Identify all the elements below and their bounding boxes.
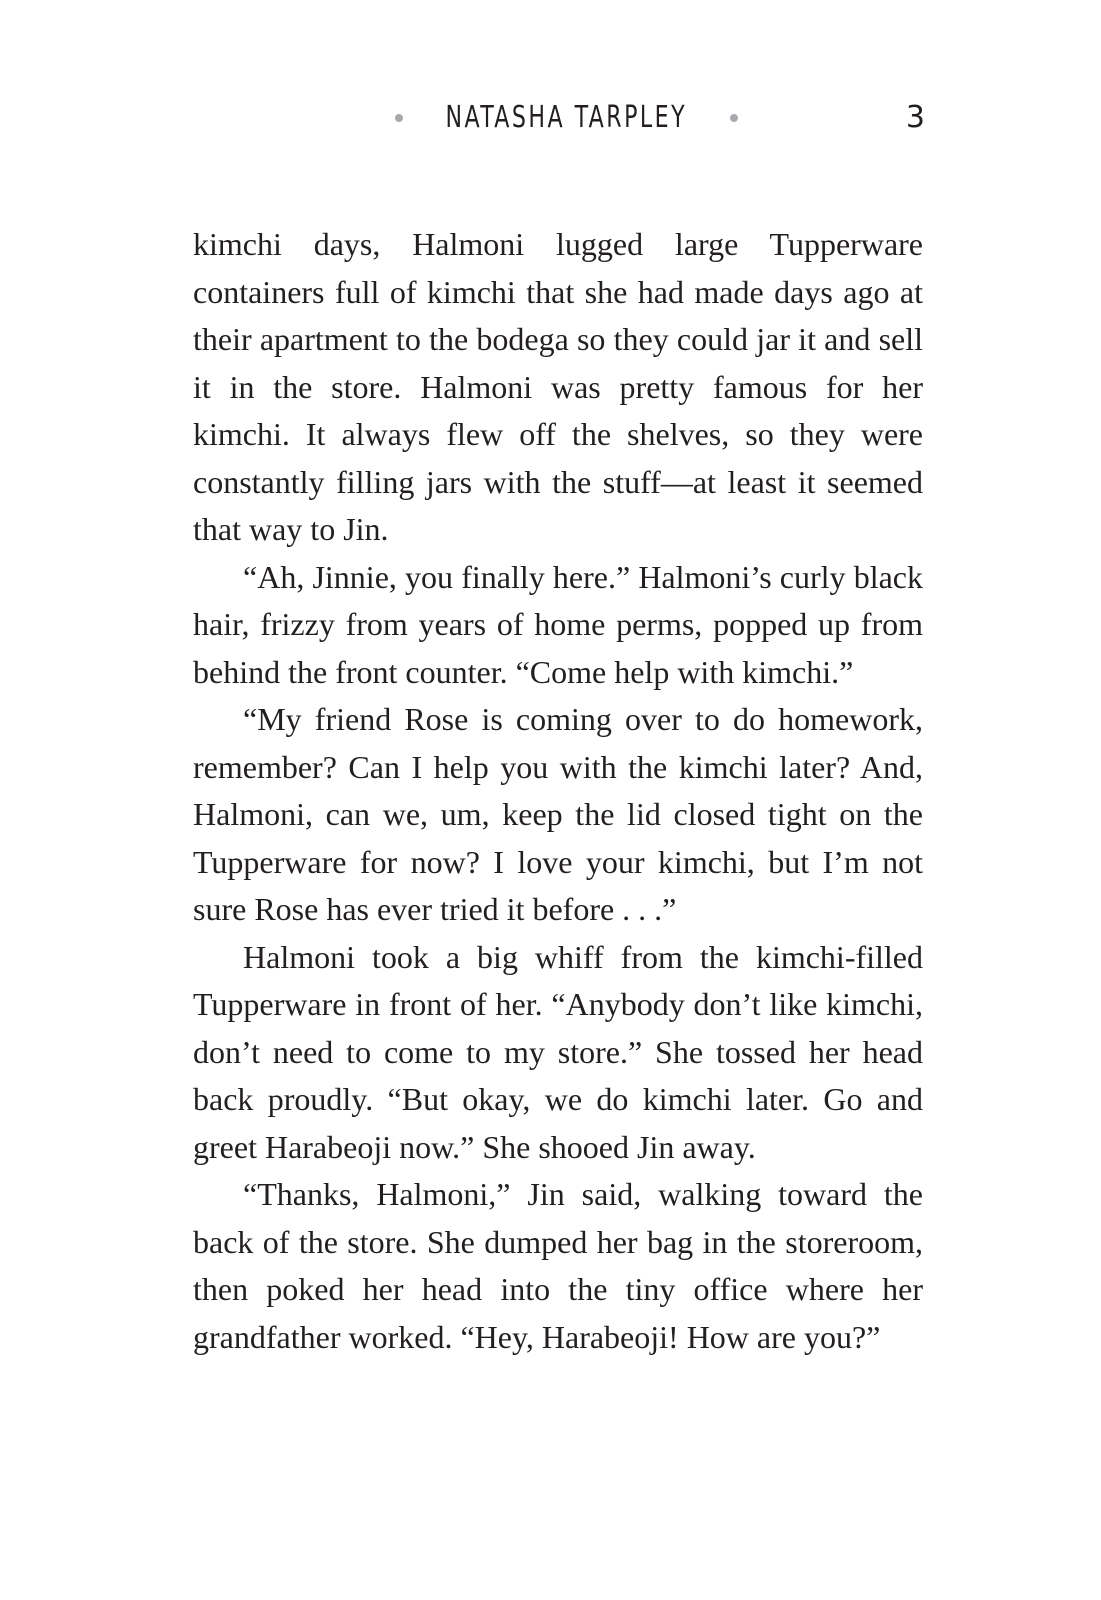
page-number: 3 <box>905 100 925 135</box>
paragraph: “Ah, Jinnie, you finally here.” Halmoni’s curly black hair, frizzy from years of home perms, popped up from behind the front counter. “Come help with kimchi.” <box>193 558 923 690</box>
author-line <box>395 100 738 135</box>
paragraph: “My friend Rose is coming over to do homework, remember? Can I help you with the kimchi later? And, Halmoni, can we, um, keep the lid closed tight on the Tupperware for now? I love your kimchi, but I’m not sure Rose has ever tried it before . . .” <box>193 701 923 927</box>
paragraph: kimchi days, Halmoni lugged large Tupperware containers full of kimchi that she had made days ago at their apartment to the bodega so they could jar it and sell it in the store. Halmoni was pretty famous for her kimchi. It always flew off the shelves, so they were constantly filling jars with the stuff—at least it seemed that way to Jin. <box>193 226 923 547</box>
running-head <box>0 100 1101 140</box>
author-name: NATASHA TARPLEY <box>445 100 688 135</box>
paragraph: Halmoni took a big whiff from the kimchi-filled Tupperware in front of her. “Anybody don’t like kimchi, don’t need to come to my store.” She tossed her head back proudly. “But okay, we do kimchi later. Go and greet Harabeoji now.” She shooed Jin away. <box>193 938 923 1165</box>
bullet-right-icon <box>730 114 738 122</box>
body-text <box>193 221 923 1361</box>
bullet-left-icon <box>395 114 403 122</box>
paragraph: “Thanks, Halmoni,” Jin said, walking toward the back of the store. She dumped her bag in the storeroom, then poked her head into the tiny office where her grandfather worked. “Hey, Harabeoji! How are you?” <box>193 1176 923 1355</box>
